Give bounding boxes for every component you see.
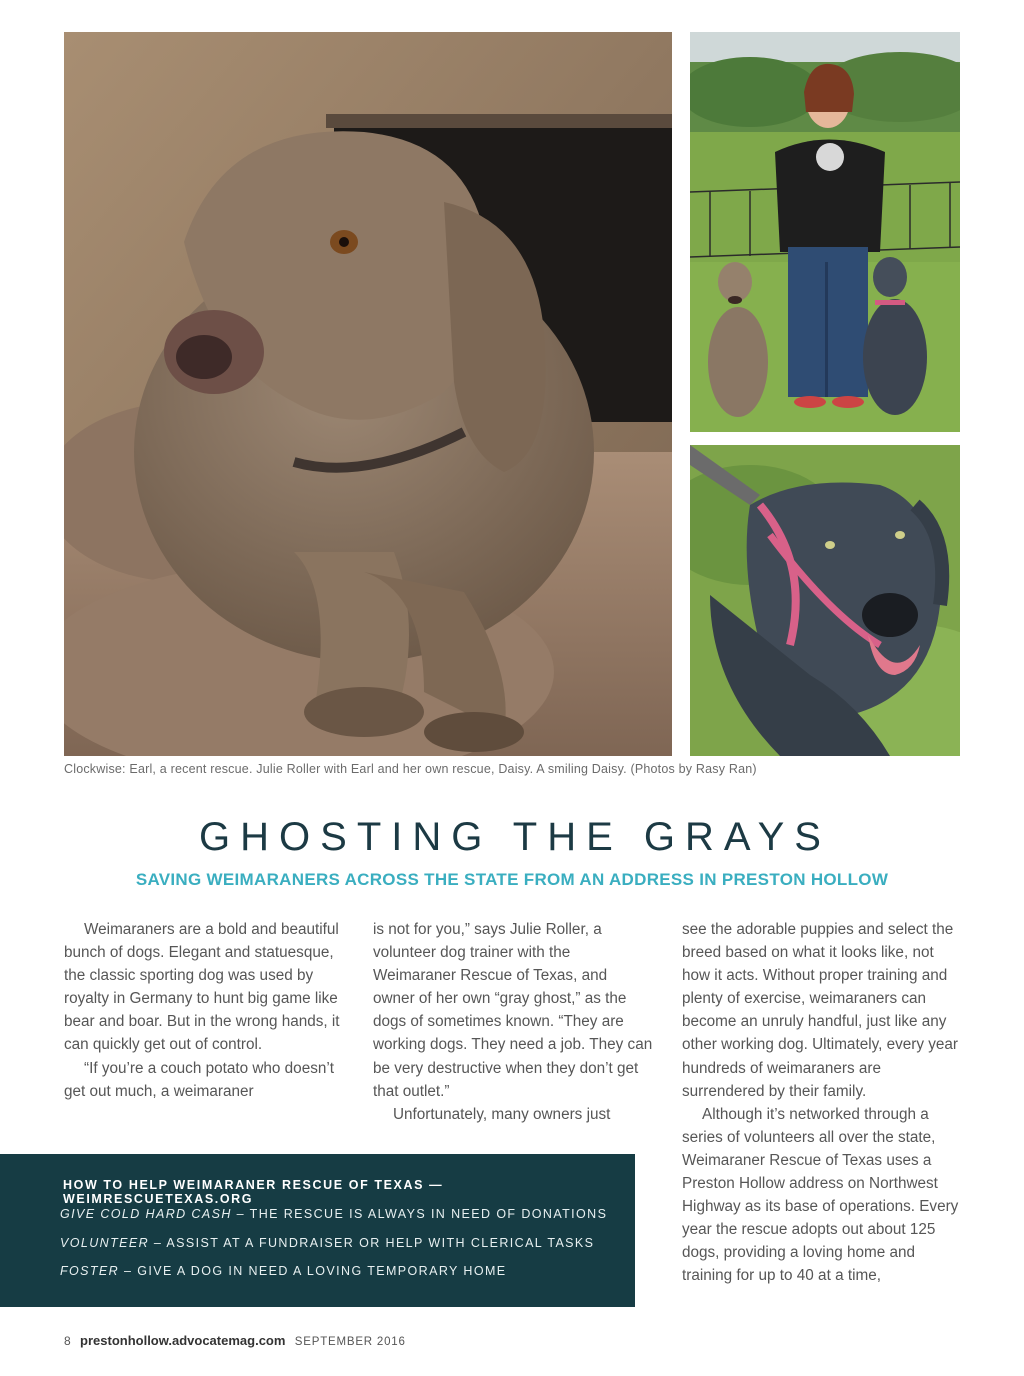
julie-illustration xyxy=(690,32,960,432)
paragraph: see the adorable puppies and select the breed based on what it looks like, not how it acts. Without proper training and plenty of exercise, weimaraners can become an unruly handful, just like any other working dog. Ultimately, every year hundreds of weimaraners are surrendered by their family. xyxy=(682,921,959,1100)
photo-julie-with-dogs xyxy=(690,32,960,432)
paragraph: Weimaraners are a bold and beautiful bunch of dogs. Elegant and statuesque, the classic sporting dog was used by royalty in Germany to hunt big game like bear and boar. But in the wrong hands, it can quickly get out of control. xyxy=(64,921,340,1054)
paragraph: “If you’re a couch potato who doesn’t get out much, a weimaraner xyxy=(64,1059,335,1100)
article-column-3 xyxy=(682,918,962,1288)
callout-item-lead: GIVE COLD HARD CASH xyxy=(60,1207,232,1221)
daisy-illustration xyxy=(690,445,960,756)
paragraph: Although it’s networked through a series of volunteers all over the state, Weimaraner Rescue of Texas uses a Preston Hollow address on Northwest Highway as its base of operations. Every year the rescue adopts out about 125 dogs, providing a loving home and training for up to 40 at a time, xyxy=(682,1105,959,1285)
paragraph: Unfortunately, many owners just xyxy=(393,1105,611,1123)
paragraph: is not for you,” says Julie Roller, a volunteer dog trainer with the Weimaraner Rescue of Texas, and owner of her own “gray ghost,” as the dogs of sometimes known. “They are working dogs. They need a job. They can be very destructive when they don’t get that outlet.” xyxy=(373,921,653,1100)
callout-item-lead: VOLUNTEER xyxy=(60,1236,150,1250)
callout-item-volunteer xyxy=(60,1236,594,1250)
photo-daisy xyxy=(690,445,960,756)
earl-illustration xyxy=(64,32,672,756)
page-number: 8 xyxy=(64,1334,71,1348)
callout-item-foster xyxy=(60,1264,507,1278)
callout-heading: HOW TO HELP WEIMARANER RESCUE OF TEXAS — WEIMRESCUETEXAS.ORG xyxy=(63,1178,444,1206)
photo-earl xyxy=(64,32,672,756)
how-to-help-callout xyxy=(0,1154,635,1307)
photo-caption: Clockwise: Earl, a recent rescue. Julie Roller with Earl and her own rescue, Daisy. A smiling Daisy. (Photos by Rasy Ran) xyxy=(64,762,757,776)
issue-date: SEPTEMBER 2016 xyxy=(294,1336,406,1348)
article-title: GHOSTING THE GRAYS xyxy=(199,815,831,859)
article-column-1 xyxy=(64,918,344,1103)
callout-item-donate xyxy=(60,1207,607,1221)
article-subtitle: SAVING WEIMARANERS ACROSS THE STATE FROM AN ADDRESS IN PRESTON HOLLOW xyxy=(135,870,889,889)
article-column-2 xyxy=(373,918,653,1126)
callout-item-text: – THE RESCUE IS ALWAYS IN NEED OF DONATIONS xyxy=(231,1207,608,1221)
site-url: prestonhollow.advocatemag.com xyxy=(80,1333,286,1348)
callout-item-lead: FOSTER xyxy=(60,1264,120,1278)
callout-item-text: – GIVE A DOG IN NEED A LOVING TEMPORARY HOME xyxy=(119,1264,507,1278)
page-footer xyxy=(64,1333,406,1348)
callout-item-text: – ASSIST AT A FUNDRAISER OR HELP WITH CLERICAL TASKS xyxy=(149,1236,595,1250)
